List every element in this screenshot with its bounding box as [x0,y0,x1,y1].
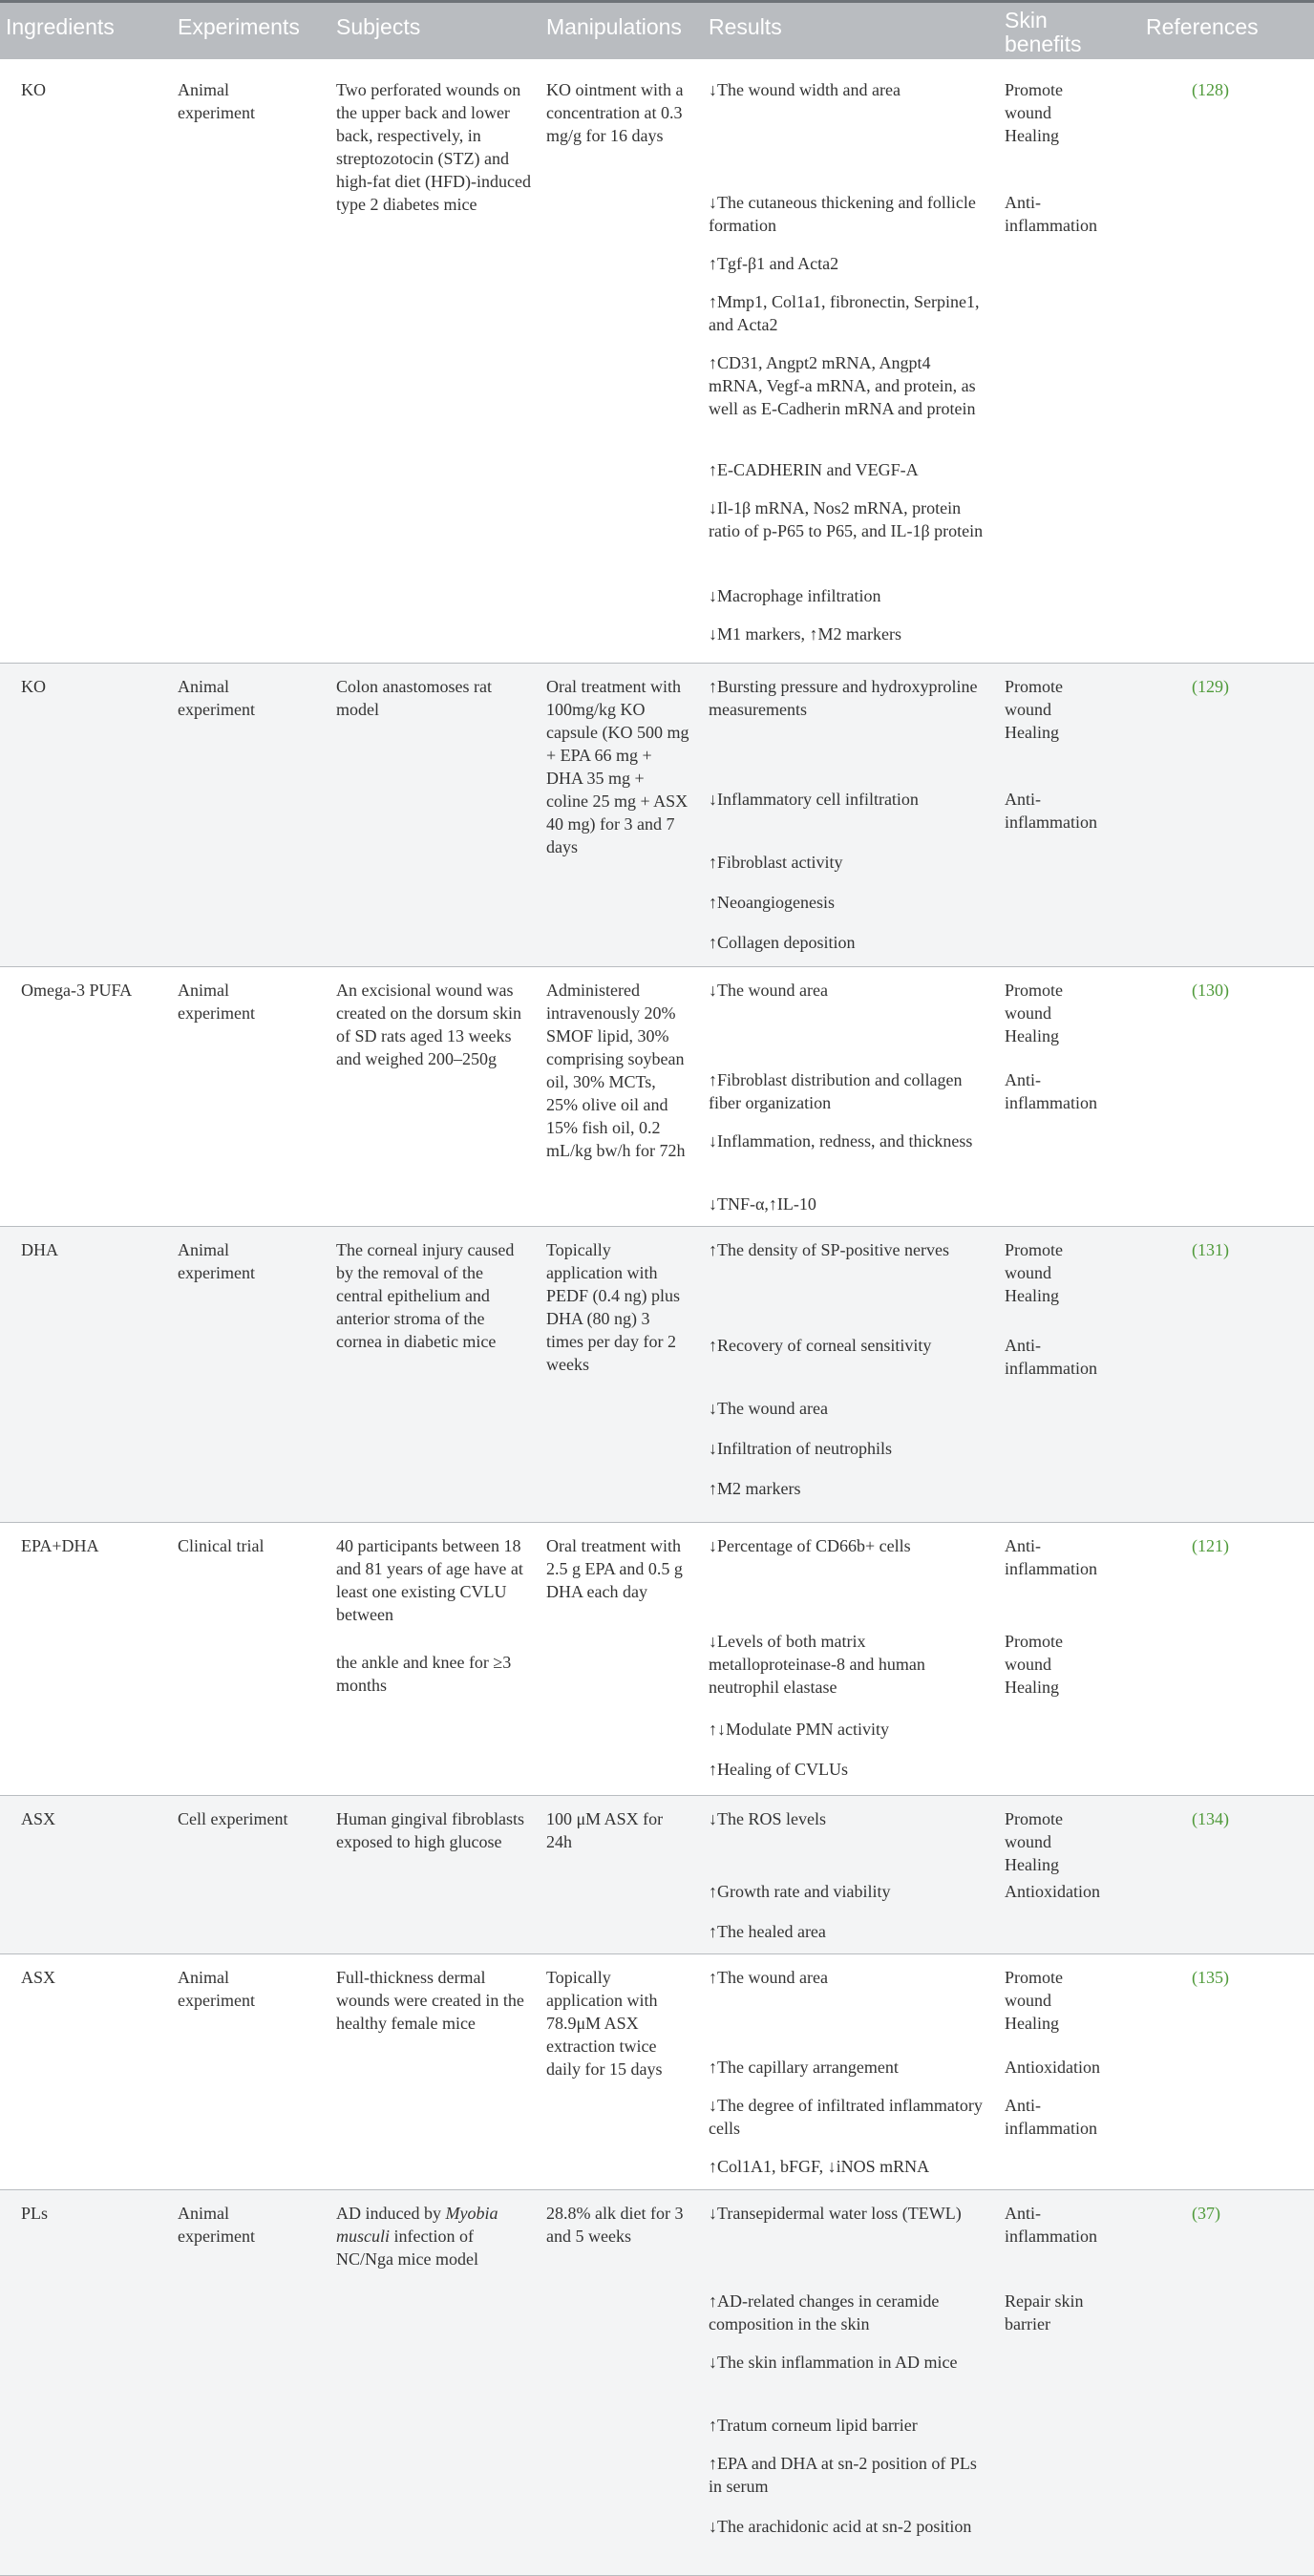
benefit-item: Anti-inflammation [1005,1536,1097,1578]
manipulation-cell: Topically application with 78.9μM ASX extraction twice daily for 15 days [546,1968,663,2079]
result-item: ↓Transepidermal water loss (TEWL) [709,2204,962,2223]
result-item: ↓The ROS levels [709,1809,826,1828]
manipulation-cell: Oral treatment with 2.5 g EPA and 0.5 g DHA each day [546,1536,683,1601]
result-item: ↑The healed area [709,1922,826,1941]
result-item: ↓M1 markers, ↑M2 markers [709,624,901,644]
reference-link[interactable]: (131) [1192,1240,1229,1259]
reference-link[interactable]: (134) [1192,1809,1229,1828]
table-row [0,59,1314,664]
result-item: ↑AD-related changes in ceramide composition in the skin [709,2291,940,2333]
result-item: ↑Tgf-β1 and Acta2 [709,254,839,273]
header-subjects: Subjects [336,14,421,39]
experiment-cell: Animal experiment [178,1240,255,1282]
result-item: ↑Tratum corneum lipid barrier [709,2416,918,2435]
subjects-cell: Colon anastomoses rat model [336,677,492,719]
ingredient-cell: Omega-3 PUFA [21,981,133,1000]
header-results: Results [709,14,782,39]
benefit-item: Anti-inflammation [1005,2096,1097,2138]
subjects-cell-continued: the ankle and knee for ≥3 months [336,1653,512,1695]
result-item: ↑Col1A1, bFGF, ↓iNOS mRNA [709,2157,930,2176]
result-item: ↑The capillary arrangement [709,2058,899,2077]
result-item: ↑Fibroblast activity [709,853,843,872]
result-item: ↓TNF-α,↑IL-10 [709,1194,816,1214]
subjects-cell: 40 participants between 18 and 81 years of age have at least one existing CVLU between [336,1536,523,1624]
result-item: ↑CD31, Angpt2 mRNA, Angpt4 mRNA, Vegf-a mRNA, and protein, as well as E-Cadherin mRNA and protein [709,353,976,418]
result-item: ↓The wound area [709,1399,828,1418]
result-item: ↑Healing of CVLUs [709,1760,848,1779]
result-item: ↓Inflammation, redness, and thickness [709,1131,973,1151]
result-item: ↓Percentage of CD66b+ cells [709,1536,911,1555]
result-item: ↓The wound area [709,981,828,1000]
table-header [0,0,1314,59]
result-item: ↑Recovery of corneal sensitivity [709,1336,932,1355]
result-item: ↑Neoangiogenesis [709,893,835,912]
header-ingredients: Ingredients [6,14,115,39]
table-row [0,1796,1314,1954]
experiment-cell: Animal experiment [178,80,255,122]
result-item: ↑↓Modulate PMN activity [709,1720,889,1739]
manipulation-cell: KO ointment with a concentration at 0.3 mg/g for 16 days [546,80,684,145]
benefit-item: Promote wound Healing [1005,1809,1063,1874]
table-row [0,1954,1314,2190]
benefit-item: Promote wound Healing [1005,677,1063,742]
result-item: ↓Inflammatory cell infiltration [709,790,919,809]
subjects-cell: Two perforated wounds on the upper back and lower back, respectively, in streptozotocin (STZ) and high-fat diet (HFD)-induced type 2 diabetes mice [336,80,531,214]
benefit-item: Repair skin barrier [1005,2291,1084,2333]
result-item: ↓The degree of infiltrated inflammatory cells [709,2096,983,2138]
result-item: ↑The wound area [709,1968,828,1987]
benefit-item: Antioxidation [1005,1882,1100,1901]
benefit-item: Anti-inflammation [1005,1070,1097,1112]
result-item: ↑Collagen deposition [709,933,856,952]
result-item: ↑E-CADHERIN and VEGF-A [709,460,919,479]
header-manipulations: Manipulations [546,14,682,39]
result-item: ↓The arachidonic acid at sn-2 position [709,2517,972,2536]
result-item: ↑EPA and DHA at sn-2 position of PLs in serum [709,2454,977,2496]
subjects-cell: AD induced by Myobia musculi infection of NC/Nga mice model [336,2204,498,2269]
subjects-cell: An excisional wound was created on the dorsum skin of SD rats aged 13 weeks and weighed 200–250g [336,981,521,1068]
header-references: References [1146,14,1259,39]
experiment-cell: Clinical trial [178,1536,265,1555]
subjects-cell: Full-thickness dermal wounds were created in the healthy female mice [336,1968,524,2033]
result-item: ↑M2 markers [709,1479,801,1498]
manipulation-cell: Administered intravenously 20% SMOF lipid, 30% comprising soybean oil, 30% MCTs, 25% olive oil and 15% fish oil, 0.2 mL/kg bw/h for 72h [546,981,686,1160]
subjects-cell: Human gingival fibroblasts exposed to high glucose [336,1809,524,1851]
ingredient-cell: ASX [21,1809,56,1828]
result-item: ↓Macrophage infiltration [709,586,881,605]
result-item: ↓Il-1β mRNA, Nos2 mRNA, protein ratio of p-P65 to P65, and IL-1β protein [709,498,984,540]
benefit-item: Promote wound Healing [1005,80,1063,145]
benefit-item: Promote wound Healing [1005,1632,1063,1697]
subjects-cell: The corneal injury caused by the removal of the central epithelium and anterior stroma of the cornea in diabetic mice [336,1240,515,1351]
manipulation-cell: Topically application with PEDF (0.4 ng) plus DHA (80 ng) 3 times per day for 2 weeks [546,1240,681,1374]
ingredient-cell: DHA [21,1240,58,1259]
experiment-cell: Animal experiment [178,2204,255,2246]
reference-link[interactable]: (135) [1192,1968,1229,1987]
table-row [0,967,1314,1227]
reference-link[interactable]: (37) [1192,2204,1220,2223]
result-item: ↓The wound width and area [709,80,901,99]
header-skin-benefits: Skin benefits [1005,8,1082,56]
reference-link[interactable]: (121) [1192,1536,1229,1555]
result-item: ↓The cutaneous thickening and follicle formation [709,193,976,235]
experiment-cell: Animal experiment [178,677,255,719]
experiment-cell: Animal experiment [178,981,255,1023]
table-row [0,1227,1314,1523]
benefit-item: Anti-inflammation [1005,2204,1097,2246]
ingredient-cell: KO [21,677,46,696]
manipulation-cell: 28.8% alk diet for 3 and 5 weeks [546,2204,684,2246]
reference-link[interactable]: (128) [1192,80,1229,99]
result-item: ↓Levels of both matrix metalloproteinase-8 and human neutrophil elastase [709,1632,925,1697]
header-experiments: Experiments [178,14,300,39]
experiment-cell: Cell experiment [178,1809,288,1828]
reference-link[interactable]: (130) [1192,981,1229,1000]
experiment-cell: Animal experiment [178,1968,255,2010]
result-item: ↓Infiltration of neutrophils [709,1439,892,1458]
benefit-item: Promote wound Healing [1005,981,1063,1045]
reference-link[interactable]: (129) [1192,677,1229,696]
result-item: ↑Fibroblast distribution and collagen fiber organization [709,1070,963,1112]
ingredient-cell: ASX [21,1968,56,1987]
ingredient-cell: EPA+DHA [21,1536,99,1555]
benefit-item: Anti-inflammation [1005,1336,1097,1378]
table-row [0,664,1314,967]
benefit-item: Anti-inflammation [1005,790,1097,832]
manipulation-cell: 100 μM ASX for 24h [546,1809,664,1851]
benefit-item: Anti-inflammation [1005,193,1097,235]
benefit-item: Promote wound Healing [1005,1240,1063,1305]
table-row [0,2190,1314,2576]
result-item: ↑Bursting pressure and hydroxyproline measurements [709,677,978,719]
benefit-item: Antioxidation [1005,2058,1100,2077]
result-item: ↑Growth rate and viability [709,1882,891,1901]
result-item: ↑Mmp1, Col1a1, fibronectin, Serpine1, and Acta2 [709,292,980,334]
result-item: ↓The skin inflammation in AD mice [709,2353,958,2372]
manipulation-cell: Oral treatment with 100mg/kg KO capsule (KO 500 mg + EPA 66 mg + DHA 35 mg + coline 25 mg + ASX 40 mg) for 3 and 7 days [546,677,689,856]
benefit-item: Promote wound Healing [1005,1968,1063,2033]
result-item: ↑The density of SP-positive nerves [709,1240,949,1259]
table-row [0,1523,1314,1796]
ingredient-cell: KO [21,80,46,99]
ingredient-cell: PLs [21,2204,49,2223]
